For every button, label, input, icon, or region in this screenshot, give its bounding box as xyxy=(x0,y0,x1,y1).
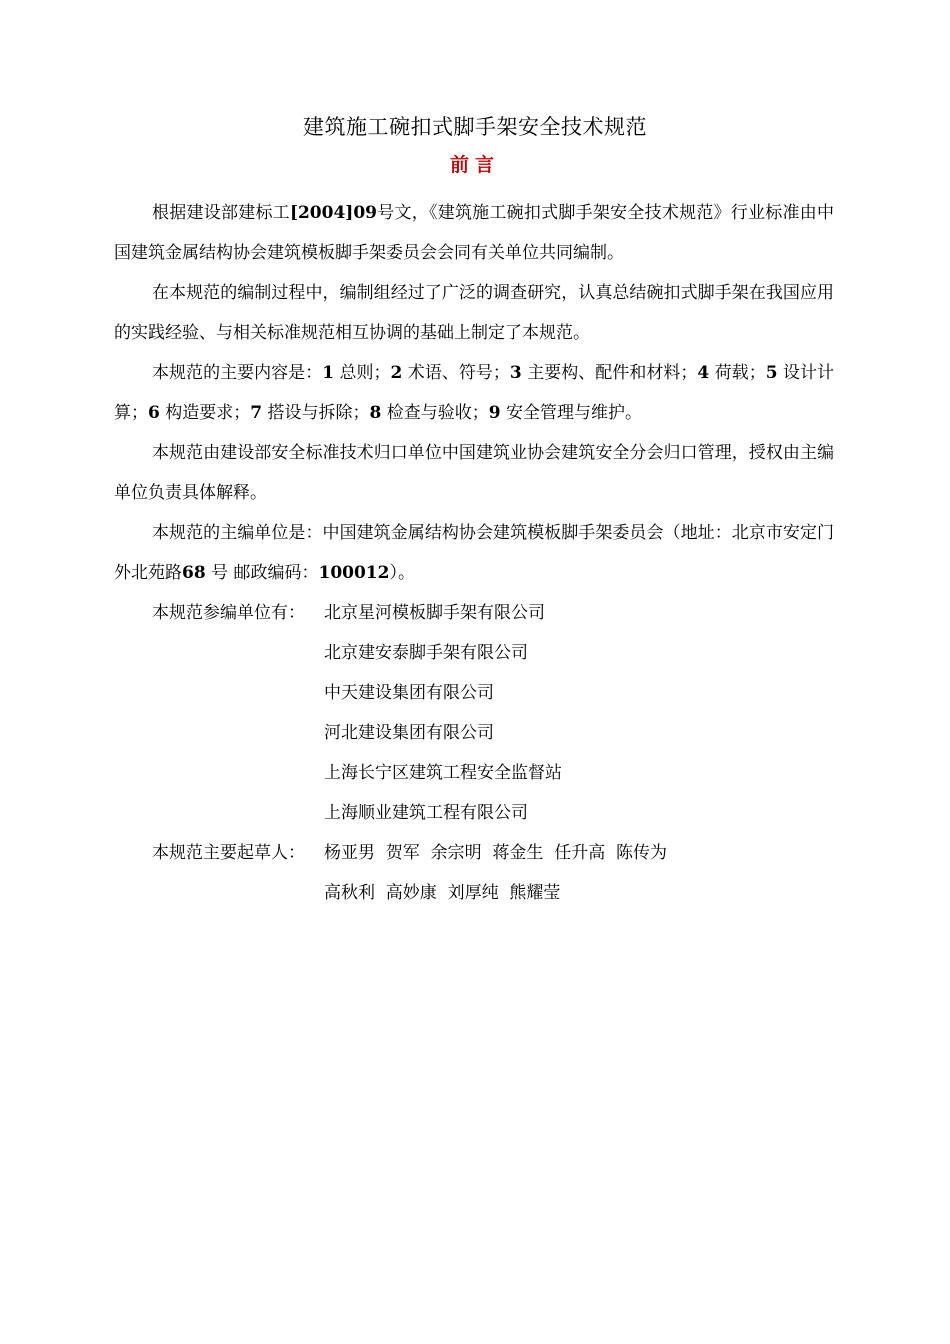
drafter-list xyxy=(114,833,834,913)
participant-row xyxy=(114,673,834,713)
document-title: 建筑施工碗扣式脚手架安全技术规范 xyxy=(303,115,647,139)
participant-row xyxy=(114,753,834,793)
paragraph-text: 68 xyxy=(182,563,206,583)
paragraph-text: 本规范的主要内容是： xyxy=(152,363,323,383)
paragraph-text: 1 xyxy=(322,363,335,383)
paragraph-text: 号文，《建筑施工碗扣式脚手架安全技术规范》行业标准由中国建筑金属结构协会建筑模板脚手架委员会会同有关单位共同编制。 xyxy=(114,203,835,263)
paragraph xyxy=(114,353,834,433)
paragraph-text: 检查与验收； xyxy=(381,403,489,423)
drafter-names: 杨亚男 贺军 余宗明 蒋金生 任升高 陈传为 xyxy=(324,843,668,863)
paragraph-text: 设计计算； xyxy=(114,363,835,423)
paragraph-text: 主要构、配件和材料； xyxy=(521,363,698,383)
paragraph-text: 本规范由建设部安全标准技术归口单位中国建筑业协会建筑安全分会归口管理，授权由主编单位负责具体解释。 xyxy=(114,443,834,503)
paragraph-text: 9 xyxy=(488,403,501,423)
drafter-row xyxy=(114,833,834,873)
paragraph-text: 号 邮政编码： xyxy=(205,563,319,583)
drafter-row xyxy=(114,873,834,913)
paragraph-text: ）。 xyxy=(389,563,415,583)
document-body xyxy=(114,193,834,913)
paragraph-text: [2004]09 xyxy=(289,203,377,223)
participant-row xyxy=(114,593,834,633)
paragraph xyxy=(114,273,834,353)
paragraph-text: 3 xyxy=(509,363,522,383)
paragraph-text: 构造要求； xyxy=(159,403,251,423)
paragraph-text: 在本规范的编制过程中，编制组经过了广泛的调查研究，认真总结碗扣式脚手架在我国应用的实践经验、与相关标准规范相互协调的基础上制定了本规范。 xyxy=(114,283,834,343)
paragraph-text: 安全管理与维护。 xyxy=(500,403,642,423)
paragraph-text: 4 xyxy=(697,363,710,383)
paragraph-text: 6 xyxy=(148,403,160,423)
participant-name: 北京建安泰脚手架有限公司 xyxy=(324,643,528,663)
paragraph-text: 2 xyxy=(390,363,403,383)
participant-name: 中天建设集团有限公司 xyxy=(324,683,494,703)
paragraph xyxy=(114,193,834,273)
paragraph-text: 5 xyxy=(765,363,778,383)
paragraph-text: 根据建设部建标工 xyxy=(152,203,290,223)
paragraph-text: 100012 xyxy=(318,563,390,583)
paragraph-text: 8 xyxy=(369,403,382,423)
document-subtitle: 前言 xyxy=(449,154,500,176)
paragraph-text: 7 xyxy=(250,403,263,423)
paragraph-text: 本规范的主编单位是：中国建筑金属结构协会建筑模板脚手架委员会（地址：北京市安定门外北苑路 xyxy=(114,523,834,583)
paragraph-list xyxy=(114,193,834,593)
participant-list xyxy=(114,593,834,833)
paragraph-text: 术语、符号； xyxy=(402,363,510,383)
participant-name: 上海顺业建筑工程有限公司 xyxy=(324,803,528,823)
participant-label: 本规范参编单位有： xyxy=(152,603,305,623)
paragraph-text: 总则； xyxy=(334,363,391,383)
drafter-names: 高秋利 高妙康 刘厚纯 熊耀莹 xyxy=(324,883,561,903)
drafter-label: 本规范主要起草人： xyxy=(152,843,305,863)
participant-row xyxy=(114,633,834,673)
paragraph-text: 荷载； xyxy=(709,363,766,383)
participant-name: 河北建设集团有限公司 xyxy=(324,723,494,743)
participant-name: 北京星河模板脚手架有限公司 xyxy=(324,603,545,623)
participant-name: 上海长宁区建筑工程安全监督站 xyxy=(324,763,562,783)
participant-row xyxy=(114,713,834,753)
paragraph xyxy=(114,513,834,593)
paragraph-text: 搭设与拆除； xyxy=(262,403,370,423)
paragraph xyxy=(114,433,834,513)
participant-row xyxy=(114,793,834,833)
